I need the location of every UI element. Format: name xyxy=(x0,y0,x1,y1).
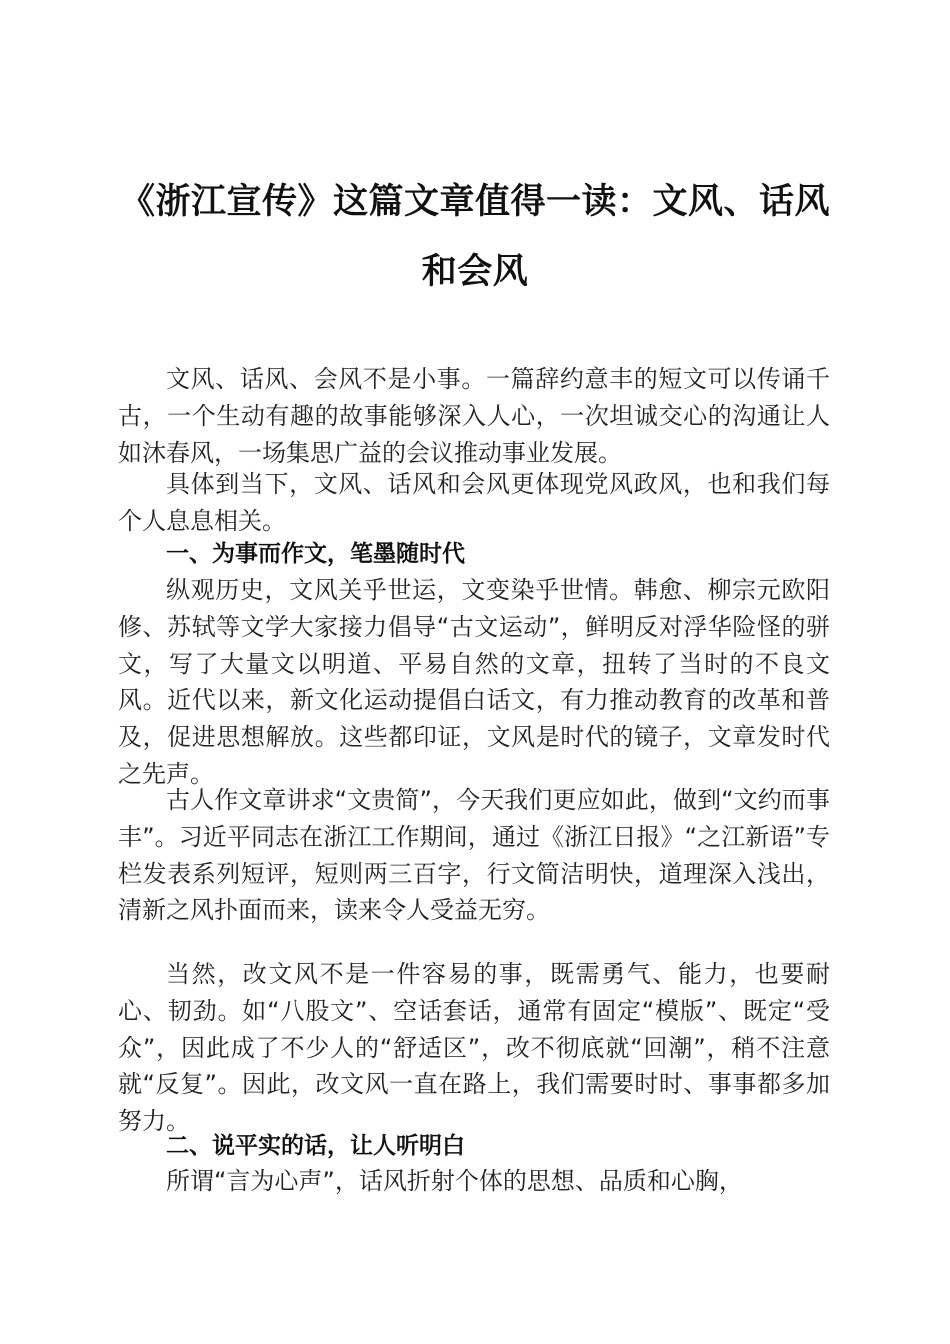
document-title-line-2: 和会风 xyxy=(421,251,529,292)
paragraph-context: 具体到当下，文风、话风和会风更体现党风政风，也和我们每个人息息相关。 xyxy=(118,470,830,535)
paragraph-history: 纵观历史，文风关乎世运，文变染乎世情。韩愈、柳宗元欧阳修、苏轼等文学大家接力倡导“古文运动”，鲜明反对浮华险怪的骈文，写了大量文以明道、平易自然的文章，扭转了当时的不良文风。近代以来，新文化运动提倡白话文，有力推动教育的改革和普及，促进思想解放。这些都印证，文风是时代的镜子，文章发时代之先声。 xyxy=(118,576,830,788)
paragraph-intro: 文风、话风、会风不是小事。一篇辞约意丰的短文可以传诵千古，一个生动有趣的故事能够深入人心，一次坦诚交心的沟通让人如沐春风，一场集思广益的会议推动事业发展。 xyxy=(118,365,830,467)
section-heading-2: 二、说平实的话，让人听明白 xyxy=(166,1133,465,1159)
paragraph-reform: 当然，改文风不是一件容易的事，既需勇气、能力，也要耐心、韧劲。如“八股文”、空话套话，通常有固定“模版”、既定“受众”，因此成了不少人的“舒适区”，改不彻底就“回潮”，稍不注意就“反复”。因此，改文风一直在路上，我们需要时时、事事都多加努力。 xyxy=(118,960,830,1136)
paragraph-brevity: 古人作文章讲求“文贵简”，今天我们更应如此，做到“文约而事丰”。习近平同志在浙江工作期间，通过《浙江日报》“之江新语”专栏发表系列短评，短则两三百字，行文简洁明快，道理深入浅出，清新之风扑面而来，读来令人受益无穷。 xyxy=(118,786,830,925)
section-heading-1: 一、为事而作文，笔墨随时代 xyxy=(166,541,465,567)
document-title-line-1: 《浙江宣传》这篇文章值得一读：文风、话风 xyxy=(119,181,830,222)
paragraph-speech-style: 所谓“言为心声”，话风折射个体的思想、品质和心胸， xyxy=(166,1167,743,1195)
